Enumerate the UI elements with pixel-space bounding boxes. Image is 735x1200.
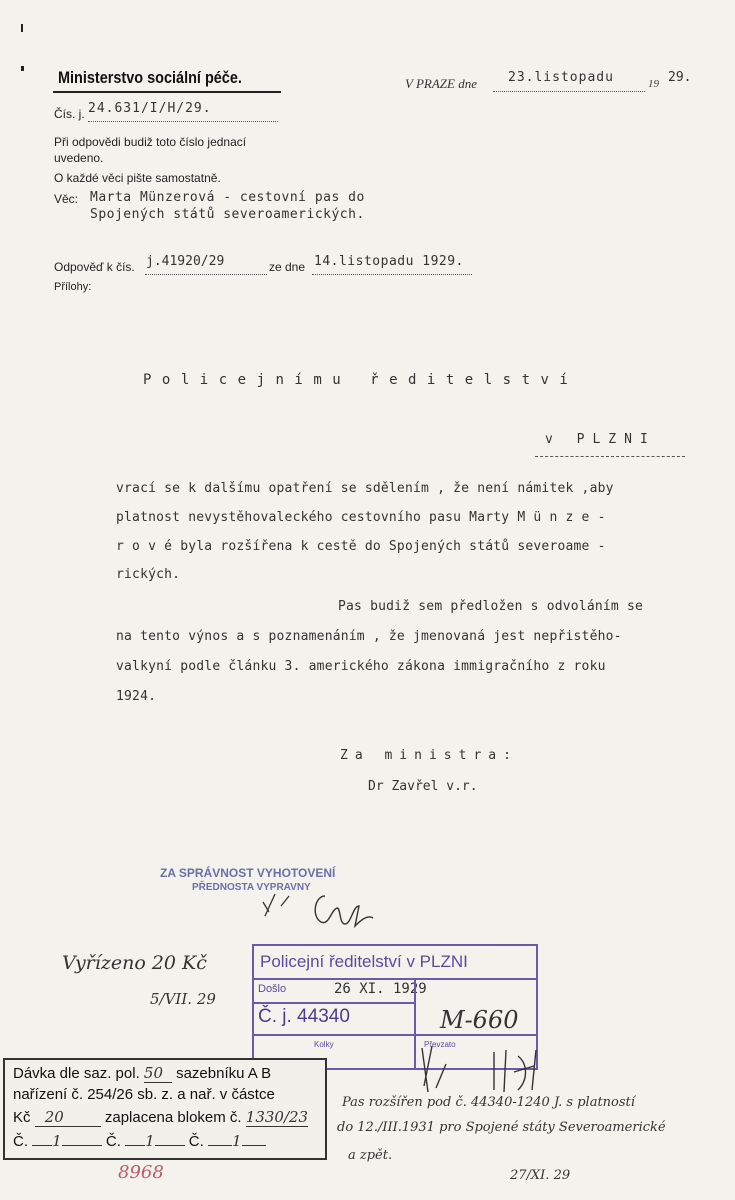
fee-tariff-book: sazebníku A B	[176, 1065, 272, 1082]
letter-year: 29.	[668, 70, 692, 85]
reply-to-number: j.41920/29	[146, 254, 225, 269]
binding-mark-1	[21, 24, 23, 32]
fee-tariff-item: 50	[144, 1064, 172, 1083]
fee-regulation: nařízení č. 254/26 sb. z. a nař. v částce	[13, 1086, 275, 1103]
binding-mark-2	[21, 66, 24, 71]
reference-number-label: Čís. j.	[54, 107, 85, 121]
fee-c-value: 1	[52, 1132, 62, 1150]
police-reference-number: Č. j. 44340	[258, 1006, 350, 1027]
handwritten-note-line: Pas rozšířen pod č. 44340-1240 J. s platností	[342, 1095, 635, 1110]
handwritten-signature	[255, 888, 405, 938]
fee-c-value: 1	[231, 1132, 242, 1150]
handwritten-initials	[410, 1042, 560, 1098]
fee-block-number: 1330/23	[245, 1108, 309, 1126]
stamp-rule	[254, 1034, 536, 1036]
dispatch-head-stamp: PŘEDNOSTA VYPRAVNY	[192, 882, 311, 893]
reply-to-label: Odpověď k čís.	[54, 260, 135, 274]
separate-matter-instruction: O každé věci pište samostatně.	[54, 171, 221, 185]
reference-number: 24.631/I/H/29.	[88, 101, 212, 116]
body-line: valkyní podle článku 3. amerického zákona immigračního z roku	[116, 659, 606, 674]
signatory: Dr Zavřel v.r.	[368, 779, 478, 794]
fee-c-label: Č.	[13, 1133, 28, 1150]
reference-dotted-line	[88, 120, 278, 122]
body-line: 1924.	[116, 689, 157, 704]
body-line: platnost nevystěhovaleckého cestovního pasu Marty M ü n z e -	[116, 510, 606, 525]
fee-tariff-label: Dávka dle saz. pol.	[13, 1065, 140, 1082]
reply-instruction-cont: uvedeno.	[54, 151, 104, 165]
subject-line-2: Spojených států severoamerických.	[90, 207, 365, 222]
handwritten-note-line: a zpět.	[348, 1148, 393, 1163]
ministry-underline	[53, 91, 281, 93]
letter-date: 23.listopadu	[508, 70, 614, 85]
year-prefix: 19	[648, 78, 659, 90]
correctness-stamp: ZA SPRÁVNOST VYHOTOVENÍ	[160, 866, 336, 880]
closing-formula: Za ministra:	[340, 748, 518, 763]
body-line: na tento výnos a s poznamenáním , že jmenovaná jest nepřistěho-	[116, 629, 622, 644]
subject-line-1: Marta Münzerová - cestovní pas do	[90, 190, 365, 205]
body-line: r o v é byla rozšířena k cestě do Spojených států severoame -	[116, 539, 606, 554]
body-line: rických.	[116, 567, 181, 582]
handwritten-note-date: 27/XI. 29	[510, 1168, 571, 1183]
fee-line-1	[13, 1064, 271, 1083]
handwritten-note-line: do 12./III.1931 pro Spojené státy Severoamerické	[337, 1120, 666, 1135]
reply-date-label: ze dne	[269, 260, 306, 274]
stamp-rule	[254, 1002, 414, 1004]
subject-label: Věc:	[54, 192, 79, 206]
received-label: Došlo	[258, 983, 287, 995]
fee-c-label: Č.	[105, 1133, 121, 1150]
place-label: V PRAZE dne	[405, 76, 477, 91]
fee-currency-label: Kč	[13, 1109, 31, 1126]
red-pencil-number: 8968	[118, 1162, 164, 1183]
stamps-fee-label: Kolky	[314, 1040, 334, 1049]
addressee-city: v PLZNI	[545, 432, 656, 447]
reply-date-dotted-line	[312, 273, 472, 275]
reply-date: 14.listopadu 1929.	[314, 254, 464, 269]
handwritten-margin-number: M-660	[440, 1006, 519, 1034]
police-stamp-title: Policejní ředitelství v PLZNI	[260, 952, 468, 971]
taken-over-label: Převzato	[424, 1040, 456, 1049]
fee-line-3	[13, 1108, 308, 1127]
fee-paid-label: zaplacena blokem č.	[104, 1109, 242, 1126]
ministry-heading: Ministerstvo sociální péče.	[58, 68, 242, 87]
body-line: Pas budiž sem předložen s odvoláním se	[338, 599, 644, 614]
reply-number-dotted-line	[145, 273, 267, 275]
received-date: 26 XI. 1929	[334, 981, 427, 997]
attachments-label: Přílohy:	[54, 281, 92, 293]
date-dotted-line	[493, 90, 645, 92]
fee-line-4	[13, 1132, 266, 1150]
reply-instruction: Při odpovědi budiž toto číslo jednací	[54, 135, 247, 149]
handwritten-settled-date: 5/VII. 29	[150, 990, 216, 1008]
handwritten-settled-note: Vyřízeno 20 Kč	[62, 952, 207, 974]
city-underline	[535, 456, 685, 457]
stamp-rule	[254, 978, 536, 980]
body-line: vrací se k dalšímu opatření se sdělením , že není námitek ,aby	[116, 481, 614, 496]
fee-c-label: Č.	[188, 1133, 204, 1150]
fee-amount: 20	[35, 1108, 101, 1127]
fee-c-value: 1	[145, 1132, 155, 1150]
fee-stamp-box	[3, 1058, 327, 1160]
addressee: Policejnímu ředitelství	[143, 372, 579, 388]
